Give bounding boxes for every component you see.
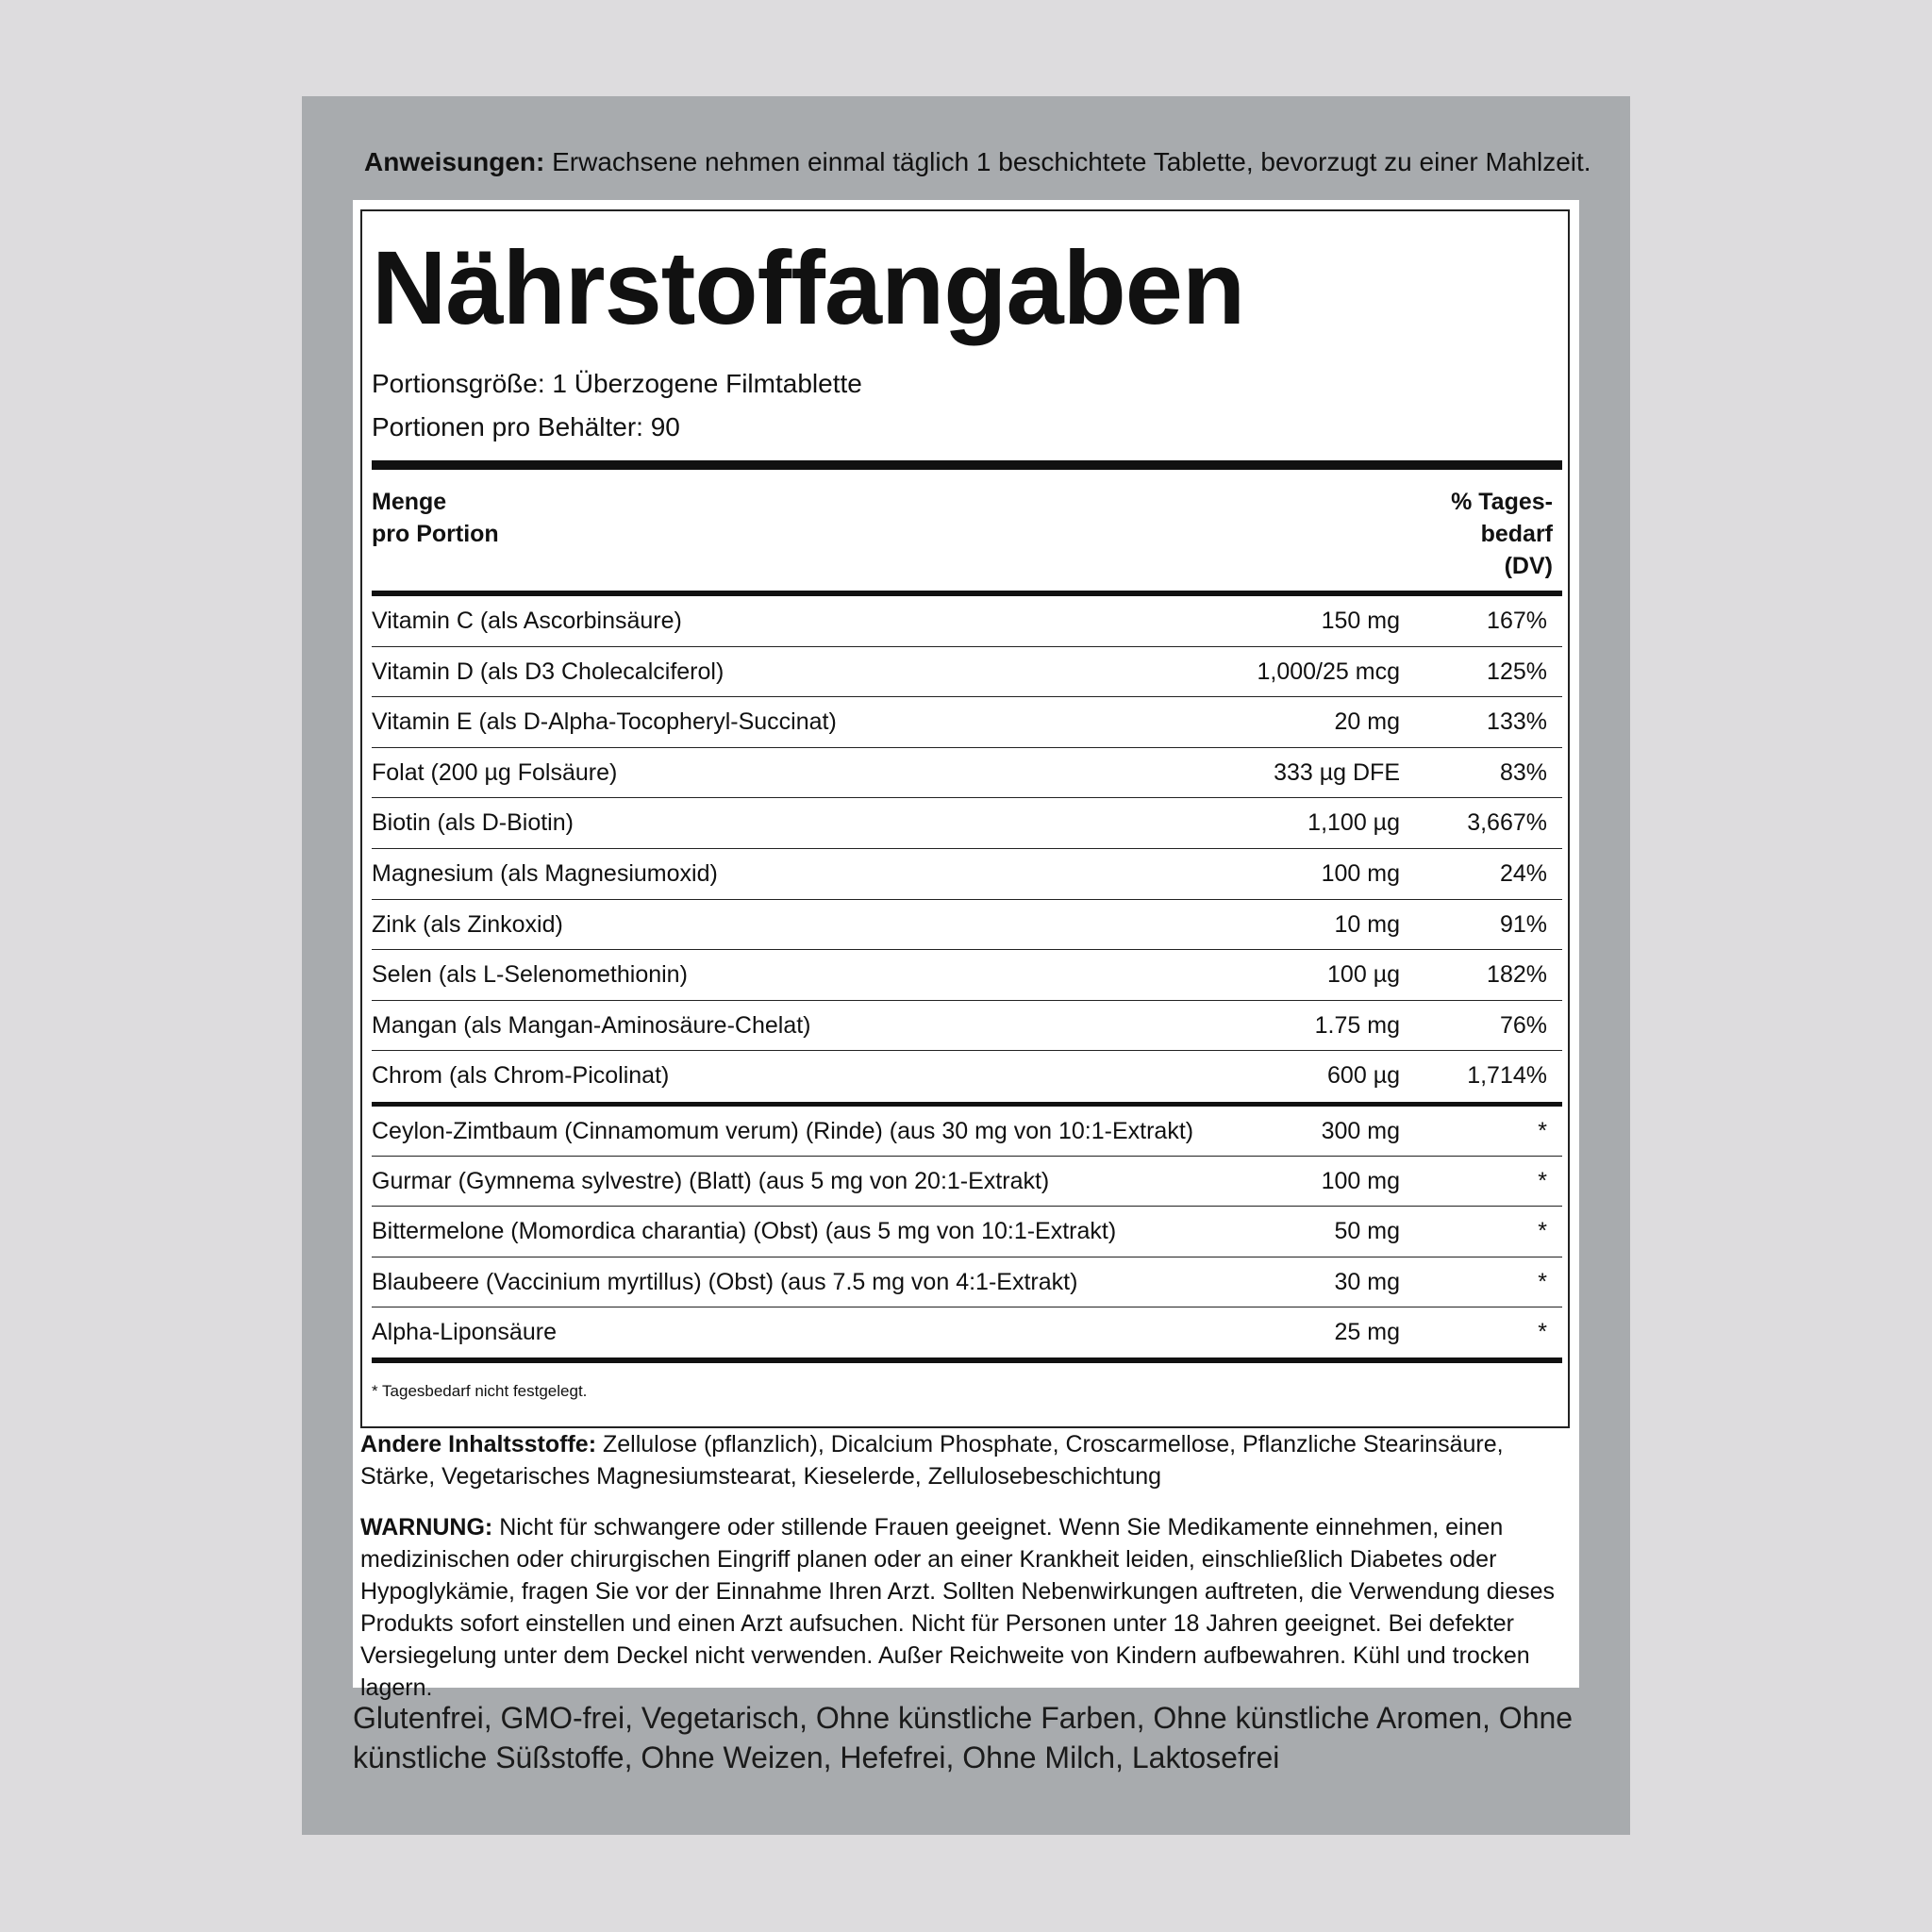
warning-text: Nicht für schwangere oder stillende Frauen geeignet. Wenn Sie Medikamente einnehmen, einen medizinischen oder chirurgischen Eingriff planen oder an einer Krankheit leiden, einschließlich Diabetes oder Hypoglykämie, fragen Sie vor der Einnahme Ihren Arzt. Sollten Nebenwirkungen auftreten, die Verwendung dieses Produkts sofort einstellen und einen Arzt aufsuchen. Nicht für Personen unter 18 Jahren geeignet. Bei defekter Versiegelung unter dem Deckel nicht verwenden. Außer Reichweite von Kindern aufbewahren. Kühl und trocken lagern. <box>360 1514 1556 1701</box>
nutrient-amount: 10 mg <box>1334 910 1400 938</box>
directions-text: Erwachsene nehmen einmal täglich 1 beschichtete Tablette, bevorzugt zu einer Mahlzeit. <box>552 147 1591 176</box>
nutrient-name: Mangan (als Mangan-Aminosäure-Chelat) <box>372 1011 811 1039</box>
nutrient-amount: 100 µg <box>1327 961 1400 989</box>
nutrient-dv: 1,714% <box>1467 1062 1547 1090</box>
nutrient-amount: 100 mg <box>1321 859 1400 887</box>
daily-value-footnote: * Tagesbedarf nicht festgelegt. <box>372 1382 588 1400</box>
nutrient-name: Vitamin C (als Ascorbinsäure) <box>372 608 682 634</box>
header-amount-line2: pro Portion <box>372 521 499 547</box>
warning-label: WARNUNG: <box>360 1514 493 1541</box>
botanical-row <box>372 1257 1562 1307</box>
botanical-amount: 50 mg <box>1334 1218 1400 1245</box>
label-white-area <box>353 200 1579 1701</box>
botanical-amount: 30 mg <box>1334 1268 1400 1295</box>
nutrient-amount: 333 µg DFE <box>1274 758 1400 786</box>
botanical-dv: * <box>1538 1168 1547 1195</box>
nutrient-dv: 167% <box>1487 608 1547 634</box>
botanical-row <box>372 1107 1562 1157</box>
supplement-label-panel <box>302 96 1630 1835</box>
botanical-row <box>372 1307 1562 1357</box>
directions <box>364 145 1591 179</box>
nutrient-dv: 83% <box>1499 758 1547 786</box>
nutrient-name: Folat (200 µg Folsäure) <box>372 758 618 786</box>
nutrient-row <box>372 950 1562 1001</box>
nutrient-row <box>372 596 1562 647</box>
botanical-name: Alpha-Liponsäure <box>372 1318 557 1345</box>
botanical-amount: 25 mg <box>1334 1318 1400 1345</box>
other-ingredients-label: Andere Inhaltsstoffe: <box>360 1431 597 1457</box>
nutrient-dv: 76% <box>1499 1011 1547 1039</box>
header-amount-line1: Menge <box>372 489 447 515</box>
column-header-amount <box>372 486 499 550</box>
botanical-name: Ceylon-Zimtbaum (Cinnamomum verum) (Rinde) (aus 30 mg von 10:1-Extrakt) <box>372 1118 1194 1144</box>
nutrient-row <box>372 849 1562 900</box>
directions-label: Anweisungen: <box>364 147 545 176</box>
botanical-name: Blaubeere (Vaccinium myrtillus) (Obst) (aus 7.5 mg von 4:1-Extrakt) <box>372 1268 1078 1295</box>
other-ingredients-text: Zellulose (pflanzlich), Dicalcium Phosphate, Croscarmellose, Pflanzliche Stearinsäure, Stärke, Vegetarisches Magnesiumstearat, Kieselerde, Zellulosebeschichtung <box>360 1431 1504 1490</box>
botanical-row <box>372 1207 1562 1257</box>
nutrient-row <box>372 1001 1562 1052</box>
bottom-divider <box>372 1357 1562 1363</box>
botanical-row <box>372 1157 1562 1207</box>
nutrition-facts-box <box>360 209 1570 1428</box>
botanical-amount: 100 mg <box>1321 1168 1400 1195</box>
nutrient-amount: 600 µg <box>1327 1062 1400 1090</box>
facts-title: Nährstoffangaben <box>372 230 1245 346</box>
nutrient-amount: 150 mg <box>1321 608 1400 634</box>
servings-per-container: Portionen pro Behälter: 90 <box>372 412 680 441</box>
nutrient-row <box>372 1051 1562 1101</box>
botanical-name: Gurmar (Gymnema sylvestre) (Blatt) (aus 5 mg von 20:1-Extrakt) <box>372 1168 1050 1195</box>
botanical-amount: 300 mg <box>1321 1118 1400 1144</box>
botanical-dv: * <box>1538 1268 1547 1295</box>
botanical-rows <box>372 1107 1562 1357</box>
nutrient-name: Magnesium (als Magnesiumoxid) <box>372 859 718 887</box>
nutrient-name: Vitamin E (als D-Alpha-Tocopheryl-Succinat) <box>372 708 837 736</box>
nutrient-row <box>372 900 1562 951</box>
nutrient-name: Chrom (als Chrom-Picolinat) <box>372 1062 670 1090</box>
nutrient-name: Selen (als L-Selenomethionin) <box>372 961 688 989</box>
nutrient-dv: 91% <box>1499 910 1547 938</box>
nutrient-dv: 125% <box>1487 658 1547 685</box>
nutrient-amount: 1,000/25 mcg <box>1257 658 1400 685</box>
nutrient-dv: 182% <box>1487 961 1547 989</box>
nutrient-amount: 1,100 µg <box>1307 809 1400 837</box>
nutrient-name: Zink (als Zinkoxid) <box>372 910 563 938</box>
product-claims: Glutenfrei, GMO-frei, Vegetarisch, Ohne künstliche Farben, Ohne künstliche Aromen, Ohne künstliche Süßstoffe, Ohne Weizen, Hefefrei, Ohne Milch, Laktosefrei <box>353 1701 1574 1774</box>
botanical-dv: * <box>1538 1318 1547 1345</box>
nutrient-row <box>372 748 1562 799</box>
nutrient-name: Vitamin D (als D3 Cholecalciferol) <box>372 658 724 685</box>
serving-size: Portionsgröße: 1 Überzogene Filmtablette <box>372 369 862 398</box>
nutrient-row <box>372 697 1562 748</box>
header-dv-line3: (DV) <box>1504 553 1553 579</box>
botanical-name: Bittermelone (Momordica charantia) (Obst) (aus 5 mg von 10:1-Extrakt) <box>372 1218 1117 1245</box>
header-dv-line1: % Tages- <box>1451 489 1553 515</box>
nutrient-name: Biotin (als D-Biotin) <box>372 809 574 837</box>
other-ingredients <box>360 1428 1568 1492</box>
column-header-daily-value <box>1451 486 1553 582</box>
nutrient-dv: 133% <box>1487 708 1547 736</box>
botanical-dv: * <box>1538 1218 1547 1245</box>
nutrient-rows <box>372 596 1562 1101</box>
header-dv-line2: bedarf <box>1480 521 1553 547</box>
nutrient-row <box>372 798 1562 849</box>
botanical-dv: * <box>1538 1118 1547 1144</box>
nutrient-dv: 3,667% <box>1467 809 1547 837</box>
thick-divider <box>372 460 1562 470</box>
nutrient-row <box>372 647 1562 698</box>
nutrient-amount: 20 mg <box>1334 708 1400 736</box>
warning <box>360 1511 1568 1704</box>
nutrient-amount: 1.75 mg <box>1314 1011 1400 1039</box>
nutrient-dv: 24% <box>1499 859 1547 887</box>
